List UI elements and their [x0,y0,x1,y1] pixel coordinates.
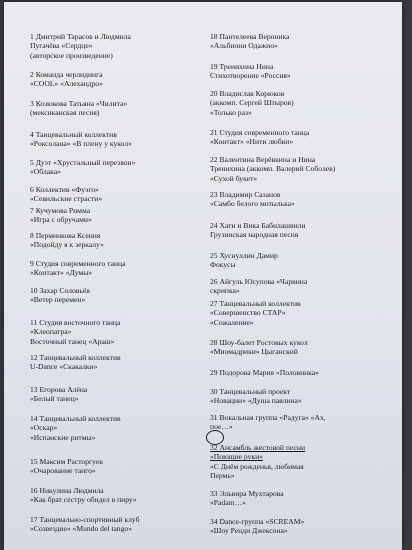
program-entry [210,413,396,432]
entry-line: «Самбо белого мотылька» [210,199,295,209]
program-entry [30,130,202,149]
entry-line: 12 Танцевальный коллектив [30,353,121,362]
entry-line: «Подойду я к зеркалу» [30,240,104,250]
entry-line: «Сожаление» [210,317,254,327]
program-entry [30,259,202,278]
entry-line: 33 Эльвира Мухтарова [210,489,284,498]
program-entry [30,353,202,372]
entry-line: «COOL» «Алехандро» [30,79,103,89]
program-entry [210,368,396,377]
entry-line: «Севильские страсти» [30,194,103,204]
program-entry [30,385,202,404]
entry-line: 31 Вокальная группа «Радуга» «Ах, [210,413,326,422]
entry-line: 18 Пантелеева Вероника [210,32,290,41]
entry-line: 34 Dance-группа «SCREAM» [210,517,305,526]
program-entry [210,89,396,117]
entry-line: Пермь» [210,471,235,481]
program-entry [210,387,396,406]
entry-line: 4 Танцевальный коллектив [30,130,117,139]
entry-line: 17 Танцевально-спортивный клуб [30,515,140,524]
program-entry [210,128,396,147]
entry-line: «Миомадрики» Цыганский [210,347,298,357]
program-entry [210,489,396,508]
program-entry [210,62,396,81]
program-entry [30,185,202,204]
entry-line: «Роксолана» «В плену у кукол» [30,139,132,149]
entry-line: (аккомп. Сергей Штыров) [210,98,294,108]
entry-line: «Альбиони Одажио» [210,41,278,51]
entry-line: 9 Студия современного танца [30,259,126,268]
program-entry [30,99,202,118]
entry-line: 7 Кучумова Римма [30,206,91,215]
entry-line: 26 Айгуль Юсупова «Чарвина [210,277,308,286]
entry-line: «Поющие руки» [210,452,263,462]
entry-line: 1 Дмитрий Тарасов и Людмила [30,32,131,41]
entry-line: «Совершенство СТАР» [210,308,286,318]
entry-line: «Клеопатра» [30,327,72,337]
program-entry [210,338,396,357]
program-entry [30,231,202,250]
entry-line: (авторское произведение) [30,50,113,60]
entry-line: 21 Студия современного танца [210,128,310,137]
program-entry [210,443,396,481]
entry-line: «Контакт» «Думы» [30,268,93,278]
entry-line: «С Днём рожденья, любимая [210,461,304,471]
entry-line: 14 Танцевальный коллектив [30,414,121,423]
entry-line: 29 Подорова Мария «Половинка» [210,368,319,377]
entry-line: «Игра с обручами» [30,215,92,225]
program-entry [210,190,396,209]
entry-line: «Новации» «Душа павлина» [210,396,302,406]
entry-line: Фокусы [210,260,236,270]
entry-line: 13 Егорова Алёна [30,385,88,394]
entry-line: U-Dance «Скакалки» [30,362,98,372]
entry-line: 27 Танцевальный коллектив [210,299,301,308]
entry-line: 23 Владимир Сазанов [210,190,281,199]
entry-line: Восточный танец «Араш» [30,336,115,346]
entry-line: 19 Тренихина Нина [210,62,274,71]
entry-line: 2 Команда черлидинга [30,70,103,79]
program-entry [210,251,396,270]
program-entry [30,286,202,305]
entry-line: «Padam…» [210,498,246,508]
program-entry [210,299,396,327]
program-entry [210,221,396,240]
entry-line: «Белый танец» [30,394,79,404]
entry-line: 6 Коллектив «Фуэго» [30,185,99,194]
entry-line: 3 Козюкова Татьяна «Чилита» [30,99,128,108]
entry-line: пое…» [210,422,233,432]
entry-line: 15 Максим Расторгуев [30,457,103,466]
program-entry [30,318,202,346]
program-sheet [4,2,402,550]
program-entry [30,32,202,60]
entry-line: «Как брат сестру обидел в пиру» [30,495,137,505]
entry-line: 16 Никулина Людмила [30,486,104,495]
entry-line: 20 Владислав Корюков [210,89,285,98]
program-entry [30,70,202,89]
program-entry [210,32,396,51]
entry-line: 11 Студия восточного танца [30,318,121,327]
entry-line: «Контакт» «Нити любви» [210,137,294,147]
entry-line: 22 Валентина Верёвкина и Нина [210,155,316,164]
program-entry [30,486,202,505]
program-entry [210,277,396,296]
right-column [204,2,402,550]
program-entry [30,457,202,476]
entry-line: Стихотворение «Россия» [210,71,291,81]
entry-line: Грузинская народная песня [210,230,299,240]
entry-line: 30 Танцевальный проект [210,387,291,396]
entry-line: 24 Хати и Вика Бабилашвили [210,221,306,230]
program-entry [30,158,202,177]
entry-line: «Очарование танго» [30,466,96,476]
entry-line: Тренихина (аккомп. Валерий Соболев) [210,164,336,174]
entry-line: (мексиканская песня) [30,108,100,118]
entry-line: «Облака» [30,167,61,177]
entry-line: «Сухой букет» [210,173,258,183]
left-column [4,2,204,550]
entry-line: «Шоу Ренди Джексона» [210,526,288,536]
entry-line: скрипка» [210,286,240,296]
entry-line: 28 Шоу-балет Ростовых кукол [210,338,308,347]
program-entry [30,414,202,442]
program-entry [210,517,396,536]
program-entry [30,515,202,534]
entry-line: «Только раз» [210,107,252,117]
entry-line: 8 Перминкова Ксения [30,231,101,240]
program-entry [210,155,396,183]
entry-line: Пугачёва «Сердце» [30,41,93,51]
entry-line: 32 Ансамбль жестовой песни [210,443,306,452]
entry-line: «Испанские ритмы» [30,432,96,442]
entry-line: «Оскар» [30,423,58,433]
entry-line: «Созвездие» «Mundo del tango» [30,524,132,534]
entry-line: 10 Захар Соловьёв [30,286,90,295]
entry-line: 5 Дуэт «Хрустальный перезвон» [30,158,136,167]
program-entry [30,206,202,225]
entry-line: «Ветер перемен» [30,295,86,305]
entry-line: 25 Хуснуллин Дамир [210,251,278,260]
